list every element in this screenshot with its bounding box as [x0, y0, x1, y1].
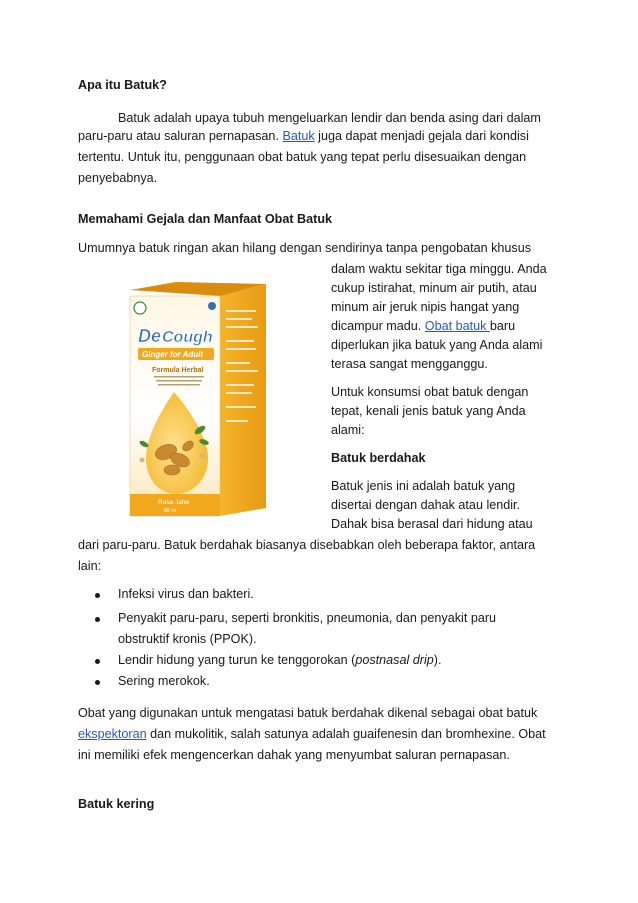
bullet-dot	[95, 593, 100, 598]
p4-line3: Dahak bisa berasal dari hidung atau	[331, 517, 533, 531]
tagline-text: Ginger for Adult	[142, 350, 204, 359]
p3-line2: tepat, kenali jenis batuk yang Anda	[331, 404, 526, 418]
p1-line4: penyebabnya.	[78, 171, 158, 185]
heading-batuk-berdahak: Batuk berdahak	[331, 451, 426, 465]
heading-memahami-gejala: Memahami Gejala dan Manfaat Obat Batuk	[78, 212, 333, 226]
p4-line4: dari paru-paru. Batuk berdahak biasanya disebabkan oleh beberapa faktor, antara	[78, 538, 536, 552]
flavor-text: Rasa Jahe	[158, 499, 190, 506]
p1-line3: tertentu. Untuk itu, penggunaan obat batuk yang tepat perlu disesuaikan dengan	[78, 150, 527, 164]
link-obat-batuk[interactable]: Obat batuk	[424, 319, 490, 333]
lendir-a: Lendir hidung yang turun ke tenggorokan (	[118, 653, 356, 667]
product-image-de-cough	[118, 280, 318, 520]
p5-line2-b: dan mukolitik, salah satunya adalah guaifenesin dan bromhexine. Obat	[146, 727, 546, 741]
p5-line2	[78, 725, 546, 743]
link-batuk[interactable]: Batuk	[282, 129, 315, 143]
p1-line1: Batuk adalah upaya tubuh mengeluarkan lendir dan benda asing dari dalam	[118, 111, 541, 125]
brand-name-cough: Cough	[162, 329, 213, 346]
p4-line2: disertai dengan dahak atau lendir.	[331, 498, 521, 512]
p2-line4: minum air jeruk nipis hangat yang	[331, 300, 520, 314]
p1-line2-b: juga dapat menjadi gejala dari kondisi	[314, 129, 529, 143]
p3-line3: alami:	[331, 423, 365, 437]
p2-line7: terasa sangat mengganggu.	[331, 357, 488, 371]
heading-batuk-kering: Batuk kering	[78, 797, 155, 811]
p1-line2	[78, 127, 529, 145]
p2-line5-a: dicampur madu.	[331, 319, 425, 333]
formula-subtext	[154, 376, 204, 386]
p2-line6: diperlukan jika batuk yang Anda alami	[331, 338, 543, 352]
p2-line5	[331, 317, 515, 335]
herb-seed	[140, 458, 145, 463]
bullet-dot	[95, 659, 100, 664]
p2-line3: cukup istirahat, minum air putih, atau	[331, 281, 537, 295]
herb-seed	[199, 453, 205, 459]
brand-name-de: De	[138, 326, 162, 346]
bullet-dot	[95, 617, 100, 622]
p2-line5-b: baru	[489, 319, 516, 333]
bullet-dot	[95, 680, 100, 685]
lendir-b: ).	[433, 653, 442, 667]
list-item-lendir-hidung	[118, 651, 441, 669]
brand-logo-icon	[208, 302, 216, 310]
p5-line3: ini memiliki efek mengencerkan dahak yang menyumbat saluran pernapasan.	[78, 748, 510, 762]
list-item-penyakit-paru: Penyakit paru-paru, seperti bronkitis, pneumonia, dan penyakit paru	[118, 611, 497, 625]
p5-line1: Obat yang digunakan untuk mengatasi batuk berdahak dikenal sebagai obat batuk	[78, 706, 538, 720]
p4-line5: lain:	[78, 559, 102, 573]
heading-apa-itu-batuk: Apa itu Batuk?	[78, 78, 167, 92]
p4-line1: Batuk jenis ini adalah batuk yang	[331, 479, 516, 493]
p1-line2-a: paru-paru atau saluran pernapasan.	[78, 129, 283, 143]
p2-line1: Umumnya batuk ringan akan hilang dengan sendirinya tanpa pengobatan khusus	[78, 241, 531, 255]
lendir-italic: postnasal drip	[355, 653, 434, 667]
list-item-merokok: Sering merokok.	[118, 674, 210, 688]
p2-line2: dalam waktu sekitar tiga minggu. Anda	[331, 262, 547, 276]
formula-text: Formula Herbal	[152, 367, 204, 374]
list-item-penyakit-paru-cont: obstruktif kronis (PPOK).	[118, 632, 257, 646]
p3-line1: Untuk konsumsi obat batuk dengan	[331, 385, 529, 399]
halal-logo-icon	[134, 302, 146, 314]
list-item-infeksi: Infeksi virus dan bakteri.	[118, 587, 254, 601]
volume-text: 60 ml	[164, 508, 177, 514]
link-ekspektoran[interactable]: ekspektoran	[78, 727, 147, 741]
